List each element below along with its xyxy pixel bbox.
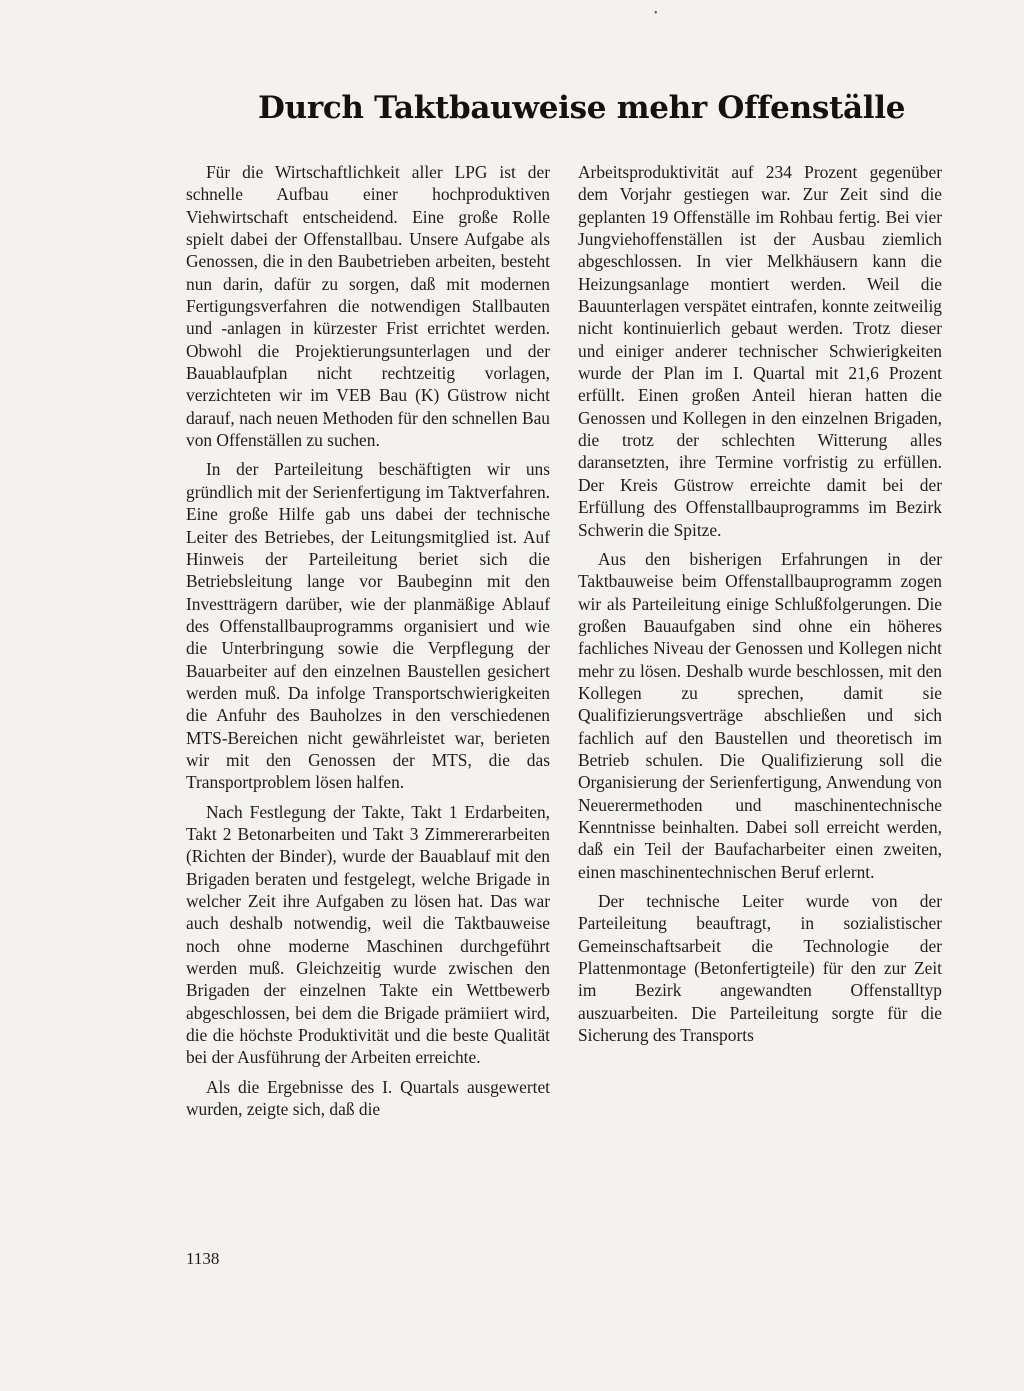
- paragraph: Arbeitsproduktivität auf 234 Prozent gegenüber dem Vorjahr gestiegen war. Zur Zeit sind die geplanten 19 Offenställe im Rohbau fertig. Bei vier Jungviehoffenställen ist der Ausbau ziemlich abgeschlossen. In vier Melkhäusern kann die Heizungsanlage montiert werden. Weil die Bauunterlagen verspätet eintrafen, konnte zeitweilig nicht kontinuierlich gebaut werden. Trotz dieser und einiger anderer technischer Schwierigkeiten wurde der Plan im I. Quartal mit 21,6 Prozent erfüllt. Einen großen Anteil hieran hatten die Genossen und Kollegen in den einzelnen Brigaden, die trotz der schlechten Witterung alles daransetzten, ihre Termine vorfristig zu erfüllen. Der Kreis Güstrow erreichte damit bei der Erfüllung des Offenstallbauprogramms im Bezirk Schwerin die Spitze.: [578, 162, 942, 540]
- paragraph: Der technische Leiter wurde von der Parteileitung beauftragt, in sozialistischer Gemeinschaftsarbeit die Technologie der Plattenmontage (Betonfertigteile) für den zur Zeit im Bezirk angewandten Offenstalltyp auszuarbeiten. Die Parteileitung sorgte für die Sicherung des Transports: [578, 891, 942, 1046]
- paragraph: Aus den bisherigen Erfahrungen in der Taktbauweise beim Offenstallbauprogramm zogen wir als Parteileitung einige Schlußfolgerungen. Die großen Bauaufgaben sind ohne ein höheres fachliches Niveau der Genossen und Kollegen nicht mehr zu lösen. Deshalb wurde beschlossen, mit den Kollegen zu sprechen, damit sie Qualifizierungsverträge abschließen und sich fachlich auf den Baustellen und theoretisch im Betrieb schulen. Die Qualifizierung soll die Organisierung der Serienfertigung, Anwendung von Neuerermethoden und maschinentechnische Kenntnisse beinhalten. Dabei soll erreicht werden, daß ein Teil der Baufacharbeiter einen zweiten, einen maschinentechnischen Beruf erlernt.: [578, 548, 942, 882]
- scan-speck: •: [654, 8, 658, 19]
- paragraph: Nach Festlegung der Takte, Takt 1 Erdarbeiten, Takt 2 Betonarbeiten und Takt 3 Zimmererarbeiten (Richten der Binder), wurde der Bauablauf mit den Brigaden beraten und festgelegt, welche Brigade in welcher Zeit ihre Aufgaben zu lösen hat. Das war auch deshalb notwendig, weil die Taktbauweise noch ohne moderne Maschinen durchgeführt werden muß. Gleichzeitig wurde zwischen den Brigaden der einzelnen Takte ein Wettbewerb abgeschlossen, bei dem die Brigade prämiiert wird, die die höchste Produktivität und die beste Qualität bei der Ausführung der Arbeiten erreichte.: [186, 801, 550, 1068]
- paragraph: In der Parteileitung beschäftigten wir uns gründlich mit der Serienfertigung im Taktverfahren. Eine große Hilfe gab uns dabei der technische Leiter des Betriebes, der Leitungsmitglied ist. Auf Hinweis der Parteileitung beriet sich die Betriebsleitung lange vor Baubeginn mit den Investträgern darüber, wie der planmäßige Ablauf des Offenstallbauprogramms organisiert und wie die Unterbringung sowie die Verpflegung der Bauarbeiter auf den einzelnen Baustellen gesichert werden muß. Da infolge Transportschwierigkeiten die Anfuhr des Bauholzes in den verschiedenen MTS-Bereichen nicht gewährleistet war, berieten wir mit den Genossen der MTS, die das Transportproblem lösen halfen.: [186, 459, 550, 793]
- right-column: [578, 161, 942, 1053]
- article-title: Durch Taktbauweise mehr Offenställe: [258, 90, 906, 126]
- paragraph: Für die Wirtschaftlichkeit aller LPG ist der schnelle Aufbau einer hochproduktiven Viehwirtschaft entscheidend. Eine große Rolle spielt dabei der Offenstallbau. Unsere Aufgabe als Genossen, die in den Baubetrieben arbeiten, besteht nun darin, dafür zu sorgen, daß mit modernen Fertigungsverfahren die notwendigen Stallbauten und -anlagen in kürzester Frist errichtet werden. Obwohl die Projektierungsunterlagen und der Bauablaufplan nicht rechtzeitig vorlagen, verzichteten wir im VEB Bau (K) Güstrow nicht darauf, nach neuen Methoden für den schnellen Bau von Offenställen zu suchen.: [186, 162, 550, 451]
- paragraph: Als die Ergebnisse des I. Quartals ausgewertet wurden, zeigte sich, daß die: [186, 1076, 550, 1120]
- left-column: [186, 161, 550, 1127]
- page-number: 1138: [186, 1249, 220, 1268]
